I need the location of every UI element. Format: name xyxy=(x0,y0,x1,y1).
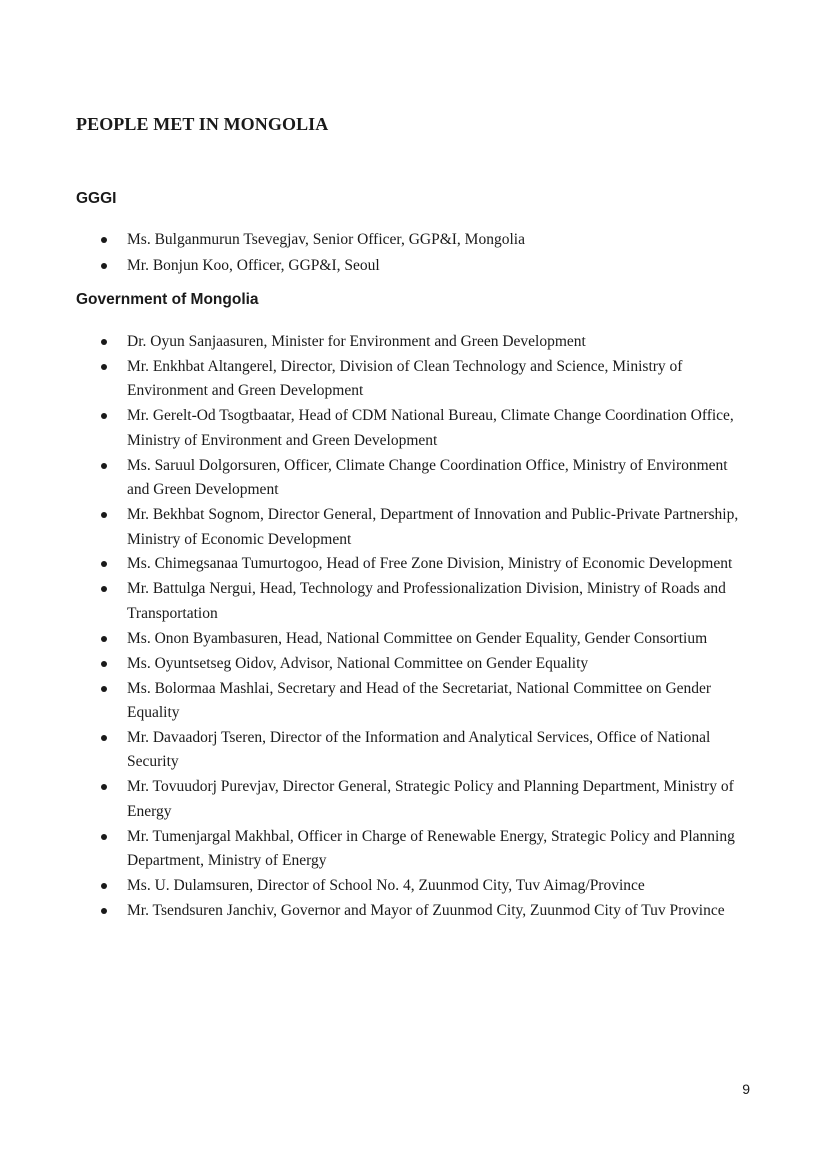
list-item: Ms. Chimegsanaa Tumurtogoo, Head of Free Zone Division, Ministry of Economic Development xyxy=(0,552,827,577)
section-heading-gggi: GGGI xyxy=(76,190,117,207)
list-item: Ms. Bolormaa Mashlai, Secretary and Head of the Secretariat, National Committee on Gender Equality xyxy=(0,677,827,726)
list-item: Mr. Davaadorj Tseren, Director of the Information and Analytical Services, Office of National Security xyxy=(0,726,827,775)
list-item: Mr. Enkhbat Altangerel, Director, Division of Clean Technology and Science, Ministry of Environment and Green Development xyxy=(0,355,827,404)
list-item: Ms. Saruul Dolgorsuren, Officer, Climate Change Coordination Office, Ministry of Environment and Green Development xyxy=(0,454,827,503)
page-title: PEOPLE MET IN MONGOLIA xyxy=(76,114,329,134)
list-item: Ms. Onon Byambasuren, Head, National Committee on Gender Equality, Gender Consortium xyxy=(0,627,827,652)
list-item: Dr. Oyun Sanjaasuren, Minister for Environment and Green Development xyxy=(0,330,827,355)
page-number: 9 xyxy=(742,1081,750,1097)
list-item: Ms. Bulganmurun Tsevegjav, Senior Officer, GGP&I, Mongolia xyxy=(0,228,827,253)
list-item: Mr. Tumenjargal Makhbal, Officer in Charge of Renewable Energy, Strategic Policy and Planning Department, Ministry of Energy xyxy=(0,825,827,874)
list-item: Mr. Bekhbat Sognom, Director General, Department of Innovation and Public-Private Partnership, Ministry of Economic Development xyxy=(0,503,827,552)
list-item: Mr. Tovuudorj Purevjav, Director General, Strategic Policy and Planning Department, Ministry of Energy xyxy=(0,775,827,824)
list-item: Mr. Battulga Nergui, Head, Technology and Professionalization Division, Ministry of Roads and Transportation xyxy=(0,577,827,626)
list-item: Mr. Bonjun Koo, Officer, GGP&I, Seoul xyxy=(0,254,827,279)
list-item: Mr. Tsendsuren Janchiv, Governor and Mayor of Zuunmod City, Zuunmod City of Tuv Province xyxy=(0,899,827,924)
list-item: Mr. Gerelt-Od Tsogtbaatar, Head of CDM National Bureau, Climate Change Coordination Office, Ministry of Environment and Green Development xyxy=(0,404,827,453)
list-item: Ms. U. Dulamsuren, Director of School No. 4, Zuunmod City, Tuv Aimag/Province xyxy=(0,874,827,899)
section-heading-government: Government of Mongolia xyxy=(76,291,259,308)
people-list-government xyxy=(0,330,827,924)
list-item: Ms. Oyuntsetseg Oidov, Advisor, National Committee on Gender Equality xyxy=(0,652,827,677)
people-list-gggi xyxy=(0,228,827,280)
